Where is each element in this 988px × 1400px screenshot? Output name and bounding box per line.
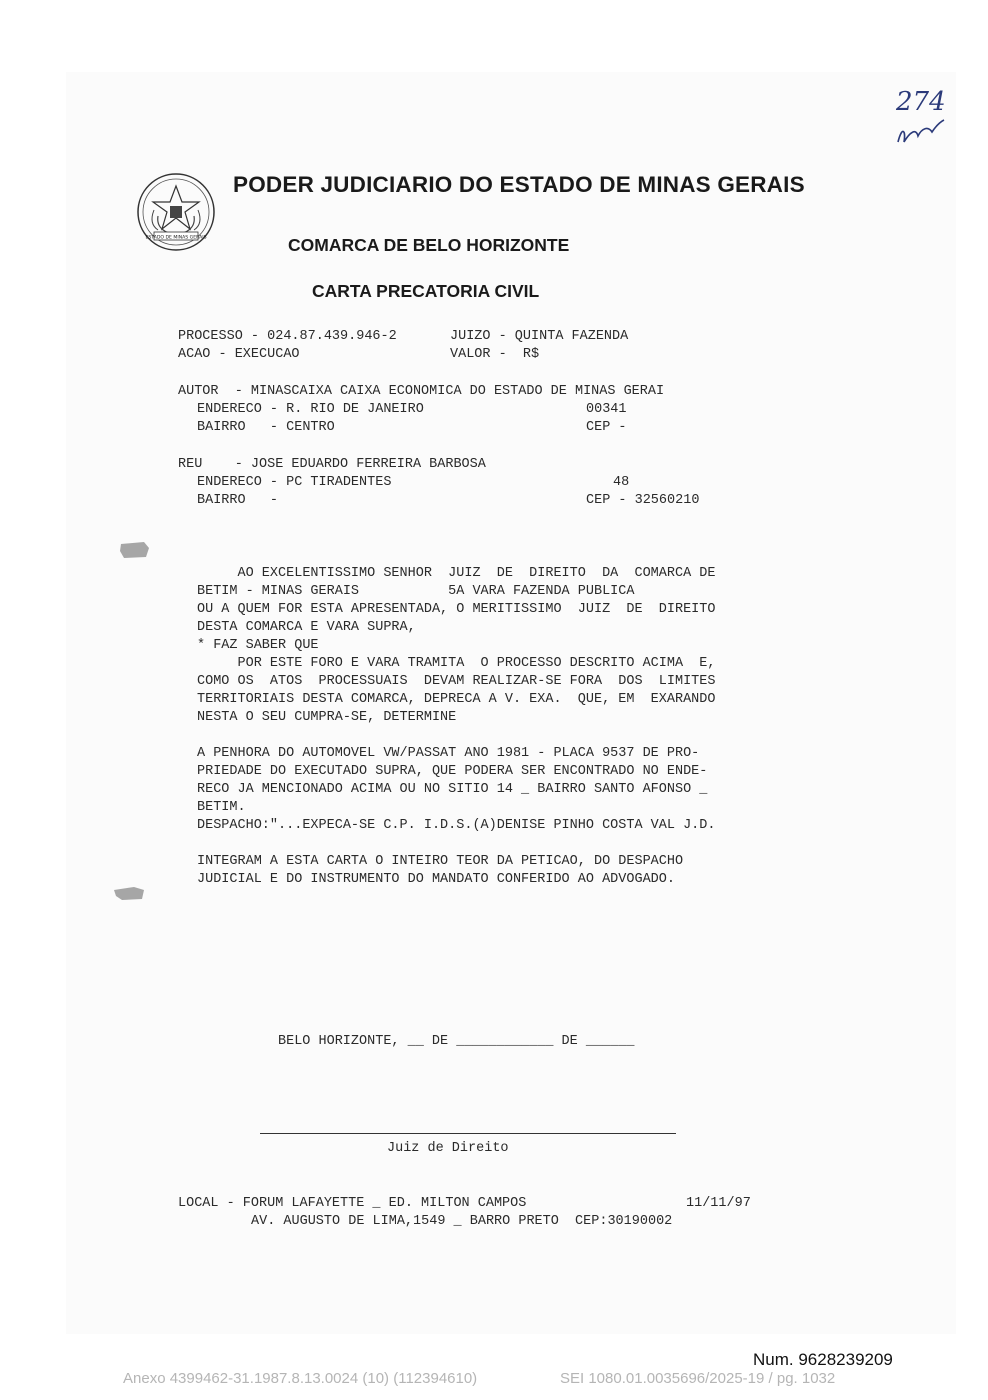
- body-line: COMO OS ATOS PROCESSUAIS DEVAM REALIZAR-SE FORA DOS LIMITES: [197, 674, 716, 689]
- reu-name: REU - JOSE EDUARDO FERREIRA BARBOSA: [178, 457, 486, 472]
- autor-numero: 00341: [586, 402, 627, 417]
- body-line: DESTA COMARCA E VARA SUPRA,: [197, 620, 416, 635]
- valor-field: VALOR - R$: [450, 347, 540, 362]
- reu-cep: CEP - 32560210: [586, 493, 700, 508]
- signature-line: [260, 1133, 676, 1134]
- body-line: NESTA O SEU CUMPRA-SE, DETERMINE: [197, 710, 457, 725]
- autor-endereco: ENDERECO - R. RIO DE JANEIRO: [197, 402, 424, 417]
- body-line: POR ESTE FORO E VARA TRAMITA O PROCESSO DESCRITO ACIMA E,: [197, 656, 716, 671]
- despacho-line: DESPACHO:"...EXPECA-SE C.P. I.D.S.(A)DENISE PINHO COSTA VAL J.D.: [197, 818, 716, 833]
- body-line: * FAZ SABER QUE: [197, 638, 319, 653]
- handwritten-page-number: [888, 82, 948, 158]
- autor-name: AUTOR - MINASCAIXA CAIXA ECONOMICA DO ESTADO DE MINAS GERAI: [178, 384, 665, 399]
- document-type-heading: CARTA PRECATORIA CIVIL: [312, 281, 540, 301]
- autor-bairro: BAIRRO - CENTRO: [197, 420, 335, 435]
- penhora-line: RECO JA MENCIONADO ACIMA OU NO SITIO 14 _ BAIRRO SANTO AFONSO _: [197, 782, 708, 797]
- local-line-1: LOCAL - FORUM LAFAYETTE _ ED. MILTON CAMPOS: [178, 1196, 527, 1211]
- penhora-line: A PENHORA DO AUTOMOVEL VW/PASSAT ANO 1981 - PLACA 9537 DE PRO-: [197, 746, 700, 761]
- autor-cep: CEP -: [586, 420, 627, 435]
- local-line-2: AV. AUGUSTO DE LIMA,1549 _ BARRO PRETO CEP:30190002: [251, 1214, 673, 1229]
- sei-reference: SEI 1080.01.0035696/2025-19 / pg. 1032: [560, 1370, 836, 1387]
- signature-label: Juiz de Direito: [387, 1141, 509, 1156]
- court-heading: PODER JUDICIARIO DO ESTADO DE MINAS GERAIS: [233, 172, 805, 197]
- processo-field: PROCESSO - 024.87.439.946-2: [178, 329, 397, 344]
- seal-text: ESTADO DE MINAS GERAIS: [145, 235, 207, 241]
- integram-line: INTEGRAM A ESTA CARTA O INTEIRO TEOR DA PETICAO, DO DESPACHO: [197, 854, 684, 869]
- penhora-line: BETIM.: [197, 800, 246, 815]
- penhora-line: PRIEDADE DO EXECUTADO SUPRA, QUE PODERA SER ENCONTRADO NO ENDE-: [197, 764, 708, 779]
- scan-mark: [112, 884, 146, 904]
- anexo-reference: Anexo 4399462-31.1987.8.13.0024 (10) (112394610): [123, 1370, 478, 1387]
- date-line: BELO HORIZONTE, __ DE ____________ DE ______: [278, 1034, 635, 1049]
- document-number: Num. 9628239209: [753, 1350, 893, 1369]
- body-line: OU A QUEM FOR ESTA APRESENTADA, O MERITISSIMO JUIZ DE DIREITO: [197, 602, 716, 617]
- reu-bairro: BAIRRO -: [197, 493, 279, 508]
- integram-paragraph: [197, 853, 683, 889]
- reu-numero: 48: [613, 475, 630, 490]
- acao-field: ACAO - EXECUCAO: [178, 347, 300, 362]
- integram-line: JUDICIAL E DO INSTRUMENTO DO MANDATO CONFERIDO AO ADVOGADO.: [197, 872, 675, 887]
- request-paragraph: [197, 565, 715, 727]
- body-line: TERRITORIAIS DESTA COMARCA, DEPRECA A V. EXA. QUE, EM EXARANDO: [197, 692, 716, 707]
- scan-mark: [118, 540, 152, 560]
- comarca-heading: COMARCA DE BELO HORIZONTE: [288, 235, 570, 255]
- minas-gerais-seal-icon: [136, 172, 216, 252]
- reu-endereco: ENDERECO - PC TIRADENTES: [197, 475, 392, 490]
- juizo-field: JUIZO - QUINTA FAZENDA: [450, 329, 629, 344]
- body-line: BETIM - MINAS GERAIS 5A VARA FAZENDA PUBLICA: [197, 584, 635, 599]
- body-line: AO EXCELENTISSIMO SENHOR JUIZ DE DIREITO DA COMARCA DE: [197, 566, 716, 581]
- handwritten-number-text: 274: [896, 87, 946, 117]
- local-date: 11/11/97: [686, 1196, 751, 1211]
- penhora-paragraph: [197, 745, 715, 835]
